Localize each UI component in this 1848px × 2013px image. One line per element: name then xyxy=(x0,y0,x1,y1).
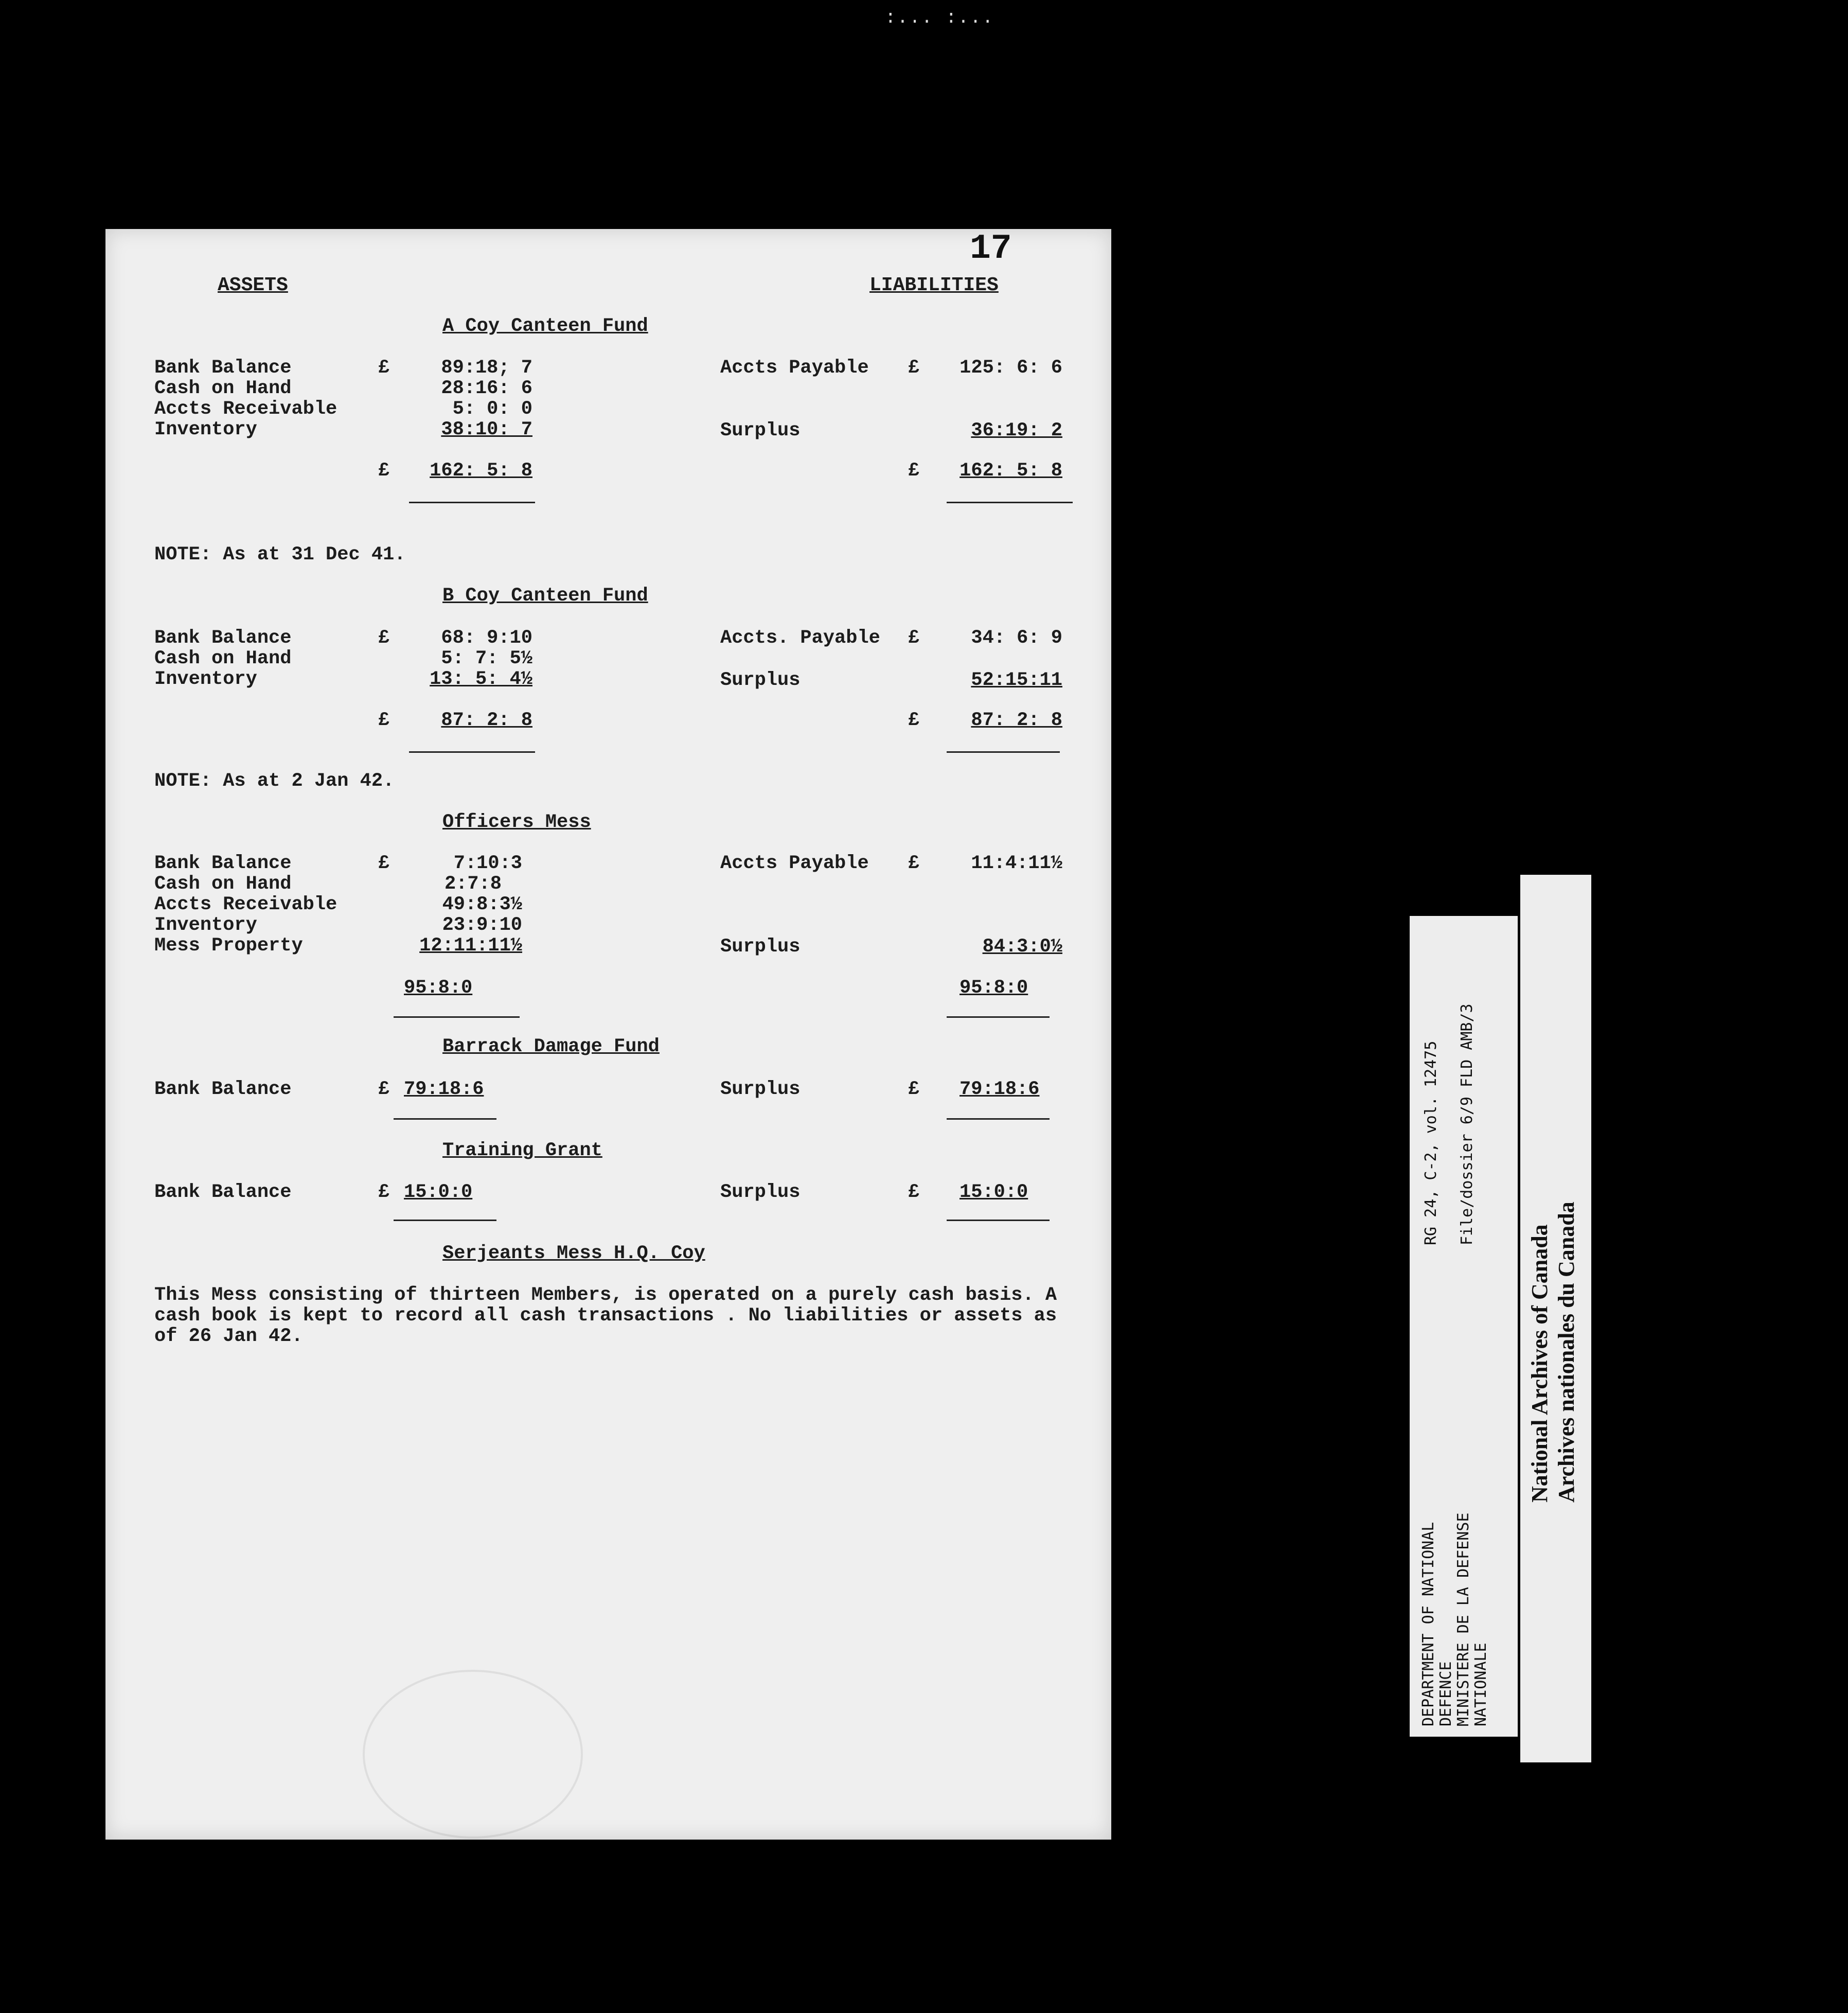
double-rule xyxy=(947,751,1060,753)
liabilities-heading: LIABILITIES xyxy=(869,274,999,296)
label-accts-payable: Accts Payable xyxy=(720,357,869,379)
value: 89:18; 7 xyxy=(441,357,532,379)
label-inventory: Inventory xyxy=(154,419,257,440)
label-surplus: Surplus xyxy=(720,669,801,691)
folio-number: 17 xyxy=(970,229,1012,269)
currency-symbol: £ xyxy=(378,1079,390,1100)
double-rule xyxy=(947,1016,1050,1018)
frame-mark: :... :... xyxy=(885,7,994,28)
value: 13: 5: 4½ xyxy=(430,668,532,690)
faint-stamp-mark xyxy=(363,1670,583,1839)
archive-reference-tag xyxy=(1410,916,1518,1737)
currency-symbol: £ xyxy=(378,357,390,379)
value: 2:7:8 xyxy=(444,873,502,895)
section-title-training-grant: Training Grant xyxy=(442,1140,602,1161)
document-page xyxy=(105,229,1111,1840)
note: NOTE: As at 31 Dec 41. xyxy=(154,544,406,566)
serjeants-mess-paragraph: This Mess consisting of thirteen Members, is operated on a purely cash basis. A cash book is kept to record all cash transactions . No liabilities or assets as of 26 Jan 42. xyxy=(154,1284,1057,1347)
value: 79:18:6 xyxy=(404,1079,484,1100)
label-bank-balance: Bank Balance xyxy=(154,853,292,874)
reference-line-2: File/dossier 6/9 FLD AMB/3 xyxy=(1458,1003,1476,1245)
label-accts-payable: Accts. Payable xyxy=(720,627,880,649)
double-rule xyxy=(409,751,535,753)
assets-total: 87: 2: 8 xyxy=(441,710,532,731)
double-rule xyxy=(409,502,535,503)
label-surplus: Surplus xyxy=(720,1181,801,1203)
value: 11:4:11½ xyxy=(971,853,1062,874)
label-accts-payable: Accts Payable xyxy=(720,853,869,874)
label-bank-balance: Bank Balance xyxy=(154,627,292,649)
value: 7:10:3 xyxy=(453,853,522,874)
value: 12:11:11½ xyxy=(419,935,522,957)
value: 5: 7: 5½ xyxy=(441,648,532,669)
single-rule xyxy=(947,1118,1050,1120)
value: 125: 6: 6 xyxy=(959,357,1062,379)
value: 49:8:3½ xyxy=(442,894,522,915)
section-title-officers-mess: Officers Mess xyxy=(442,811,591,833)
currency-symbol: £ xyxy=(378,1181,390,1203)
label-cash-on-hand: Cash on Hand xyxy=(154,873,292,895)
label-cash-on-hand: Cash on Hand xyxy=(154,378,292,399)
value: 15:0:0 xyxy=(959,1181,1028,1203)
section-title-serjeants-mess: Serjeants Mess H.Q. Coy xyxy=(442,1243,705,1264)
section-title-a-coy: A Coy Canteen Fund xyxy=(442,315,648,337)
archives-name-fr: Archives nationales du Canada xyxy=(1554,1202,1579,1503)
label-mess-property: Mess Property xyxy=(154,935,303,957)
liabilities-total: 87: 2: 8 xyxy=(971,710,1062,731)
label-inventory: Inventory xyxy=(154,668,257,690)
value: 79:18:6 xyxy=(959,1079,1040,1100)
label-surplus: Surplus xyxy=(720,1079,801,1100)
value: 84:3:0½ xyxy=(982,936,1062,958)
label-surplus: Surplus xyxy=(720,936,801,958)
reference-line-1: RG 24, C-2, vol. 12475 xyxy=(1422,1040,1440,1245)
value: 23:9:10 xyxy=(442,914,522,936)
currency-symbol: £ xyxy=(378,853,390,874)
section-title-b-coy: B Coy Canteen Fund xyxy=(442,585,648,607)
department-text: DEPARTMENT OF NATIONAL DEFENCE MINISTERE DE LA DEFENSE NATIONALE xyxy=(1419,1512,1490,1726)
currency-symbol: £ xyxy=(908,853,920,874)
label-bank-balance: Bank Balance xyxy=(154,357,292,379)
currency-symbol: £ xyxy=(378,460,390,482)
assets-total: 95:8:0 xyxy=(404,977,473,999)
label-cash-on-hand: Cash on Hand xyxy=(154,648,292,669)
label-bank-balance: Bank Balance xyxy=(154,1079,292,1100)
assets-total: 162: 5: 8 xyxy=(430,460,532,482)
currency-symbol: £ xyxy=(908,627,920,649)
label-bank-balance: Bank Balance xyxy=(154,1181,292,1203)
value: 15:0:0 xyxy=(404,1181,473,1203)
currency-symbol: £ xyxy=(378,627,390,649)
currency-symbol: £ xyxy=(378,710,390,731)
label-accts-receivable: Accts Receivable xyxy=(154,894,337,915)
single-rule xyxy=(394,1118,496,1120)
double-rule xyxy=(947,502,1073,503)
currency-symbol: £ xyxy=(908,1079,920,1100)
section-title-barrack-damage: Barrack Damage Fund xyxy=(442,1036,660,1057)
archives-name-tag xyxy=(1520,875,1591,1762)
label-inventory: Inventory xyxy=(154,914,257,936)
single-rule xyxy=(394,1220,496,1221)
currency-symbol: £ xyxy=(908,460,920,482)
value: 5: 0: 0 xyxy=(452,398,532,420)
archives-name-en: National Archives of Canada xyxy=(1527,1224,1552,1503)
value: 34: 6: 9 xyxy=(971,627,1062,649)
liabilities-total: 162: 5: 8 xyxy=(959,460,1062,482)
value: 36:19: 2 xyxy=(971,420,1062,442)
currency-symbol: £ xyxy=(908,710,920,731)
double-rule xyxy=(394,1016,520,1018)
value: 68: 9:10 xyxy=(441,627,532,649)
label-surplus: Surplus xyxy=(720,420,801,442)
assets-heading: ASSETS xyxy=(218,274,288,296)
value: 38:10: 7 xyxy=(441,419,532,440)
single-rule xyxy=(947,1220,1050,1221)
value: 28:16: 6 xyxy=(441,378,532,399)
value: 52:15:11 xyxy=(971,669,1062,691)
liabilities-total: 95:8:0 xyxy=(959,977,1028,999)
currency-symbol: £ xyxy=(908,1181,920,1203)
note: NOTE: As at 2 Jan 42. xyxy=(154,770,395,792)
currency-symbol: £ xyxy=(908,357,920,379)
label-accts-receivable: Accts Receivable xyxy=(154,398,337,420)
